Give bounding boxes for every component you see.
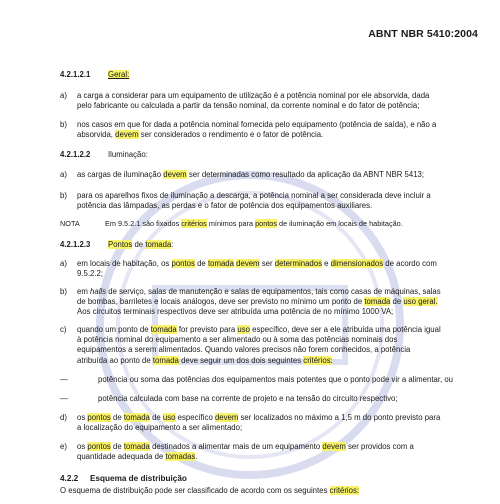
section-title: Iluminação: <box>108 150 148 159</box>
section-number: 4.2.1.2.1 <box>60 70 91 79</box>
cutoff-paragraph: O esquema de distribuição pode ser classificado de acordo com os seguintes critérios: <box>60 486 360 495</box>
section-number: 4.2.1.2.2 <box>60 150 91 159</box>
standard-header: ABNT NBR 5410:2004 <box>368 28 478 40</box>
section-title: Geral: <box>108 70 130 79</box>
section-title: Esquema de distribuição <box>90 474 187 483</box>
section-number: 4.2.1.2.3 <box>60 240 91 249</box>
document-page: ABNT NBR 5410:2004 4.2.1.2.1 Geral: a) a carga a considerar para um equipamento de utilização é a potência nominal por ele absorvida, dada pelo fabricante ou calculada a partir da tensão nominal, da corrente nominal e do fator de potência; b) nos casos em que for dada a potência nominal fornecida pelo equipamento (potência de saída), e não a absorvida, devem ser considerados o rendimento e o fator de potência. 4.2.1.2.2 Iluminação: a) as cargas de iluminação devem ser determinadas como resultado da aplicação da ABNT NBR 5413; b) para os aparelhos fixos de iluminação a descarga, a potência nominal a ser considerada deve incluir a potência das lâmpadas, as perdas e o fator de potência dos equipamentos auxiliares. NOTA Em 9.5.2.1 são fixados critérios mínimos para pontos de iluminação em locais de habitação. 4.2.1.2.3 Pontos de tomada: a) em locais de habitação, os pontos de tomada devem ser determinados e dimensionados de acordo com 9.5.2.2; b) em halls de serviço, salas de manutenção e salas de equipamentos, tais como casas de máquinas, salas de bombas, barriletes e locais análogos, deve ser previsto no mínimo um ponto de tomada de uso geral. Aos circuitos terminais respectivos deve ser atribuída uma potência de no mínimo 1000 VA; c) quando um ponto de tomada for previsto para uso específico, deve ser a ele atribuída uma potência igual à potência nominal do equipamento a ser alimentado ou à soma das potências nominais dos equipamentos a serem alimentados. Quando valores precisos não forem conhecidos, a potência atribuída ao ponto de tomada deve seguir um dos dois seguintes critérios: — potência ou soma das potências dos equipamentos mais potentes que o ponto pode vir a alimentar, ou — potência calculada com base na corrente de projeto e na tensão do circuito respectivo; d) os pontos de tomada de uso específico devem ser localizados no máximo a 1,5 m do ponto previsto para a localização do equipamento a ser alimentado; e) os pontos de tomada destinados a alimentar mais de um equipamento devem ser providos com a quantidade adequada de tomadas. 4.2.2 Esquema de distribuição O esquema de distribuição pode ser classificado de acordo com os seguintes critérios: <box>0 0 500 500</box>
section-number: 4.2.2 <box>60 474 79 483</box>
section-title: Pontos de tomada: <box>108 240 174 249</box>
